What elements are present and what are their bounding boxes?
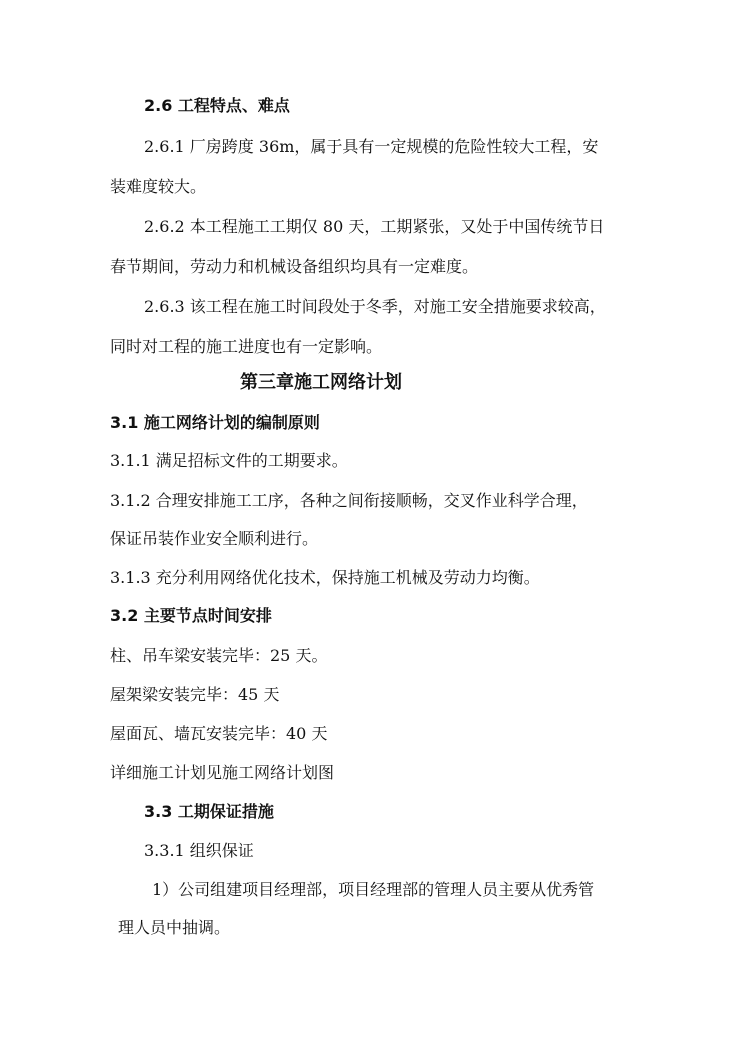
list-item-1-line-1: 1）公司组建项目经理部，项目经理部的管理人员主要从优秀管 [152,880,595,899]
node-item-3: 屋面瓦、墙瓦安装完毕：40 天 [110,724,328,743]
node-item-1: 柱、吊车梁安装完毕：25 天。 [110,646,328,665]
paragraph-3-3-1: 3.3.1 组织保证 [144,841,254,860]
section-3-3-heading: 3.3 工期保证措施 [144,802,274,821]
paragraph-3-1-2-line-2: 保证吊装作业安全顺利进行。 [110,529,319,548]
paragraph-2-6-3-line-1: 2.6.3 该工程在施工时间段处于冬季，对施工安全措施要求较高， [144,297,606,316]
paragraph-2-6-2-line-2: 春节期间，劳动力和机械设备组织均具有一定难度。 [110,257,479,276]
chapter-3-title: 第三章施工网络计划 [240,372,402,393]
paragraph-3-1-1: 3.1.1 满足招标文件的工期要求。 [110,451,348,470]
paragraph-2-6-1-line-2: 装难度较大。 [110,177,207,196]
paragraph-3-1-2-line-1: 3.1.2 合理安排施工工序，各种之间衔接顺畅，交叉作业科学合理， [110,491,588,510]
section-3-2-heading: 3.2 主要节点时间安排 [110,606,272,625]
node-item-2: 屋架梁安装完毕：45 天 [110,685,280,704]
paragraph-2-6-1-line-1: 2.6.1 厂房跨度 36m，属于具有一定规模的危险性较大工程，安 [144,137,599,156]
section-2-6-heading: 2.6 工程特点、难点 [144,96,290,115]
list-item-1-line-2: 理人员中抽调。 [118,918,231,937]
paragraph-3-1-3: 3.1.3 充分利用网络优化技术，保持施工机械及劳动力均衡。 [110,568,540,587]
paragraph-2-6-2-line-1: 2.6.2 本工程施工工期仅 80 天，工期紧张，又处于中国传统节日 [144,217,605,236]
section-3-1-heading: 3.1 施工网络计划的编制原则 [110,413,320,432]
node-item-4: 详细施工计划见施工网络计划图 [110,763,335,782]
paragraph-2-6-3-line-2: 同时对工程的施工进度也有一定影响。 [110,337,383,356]
